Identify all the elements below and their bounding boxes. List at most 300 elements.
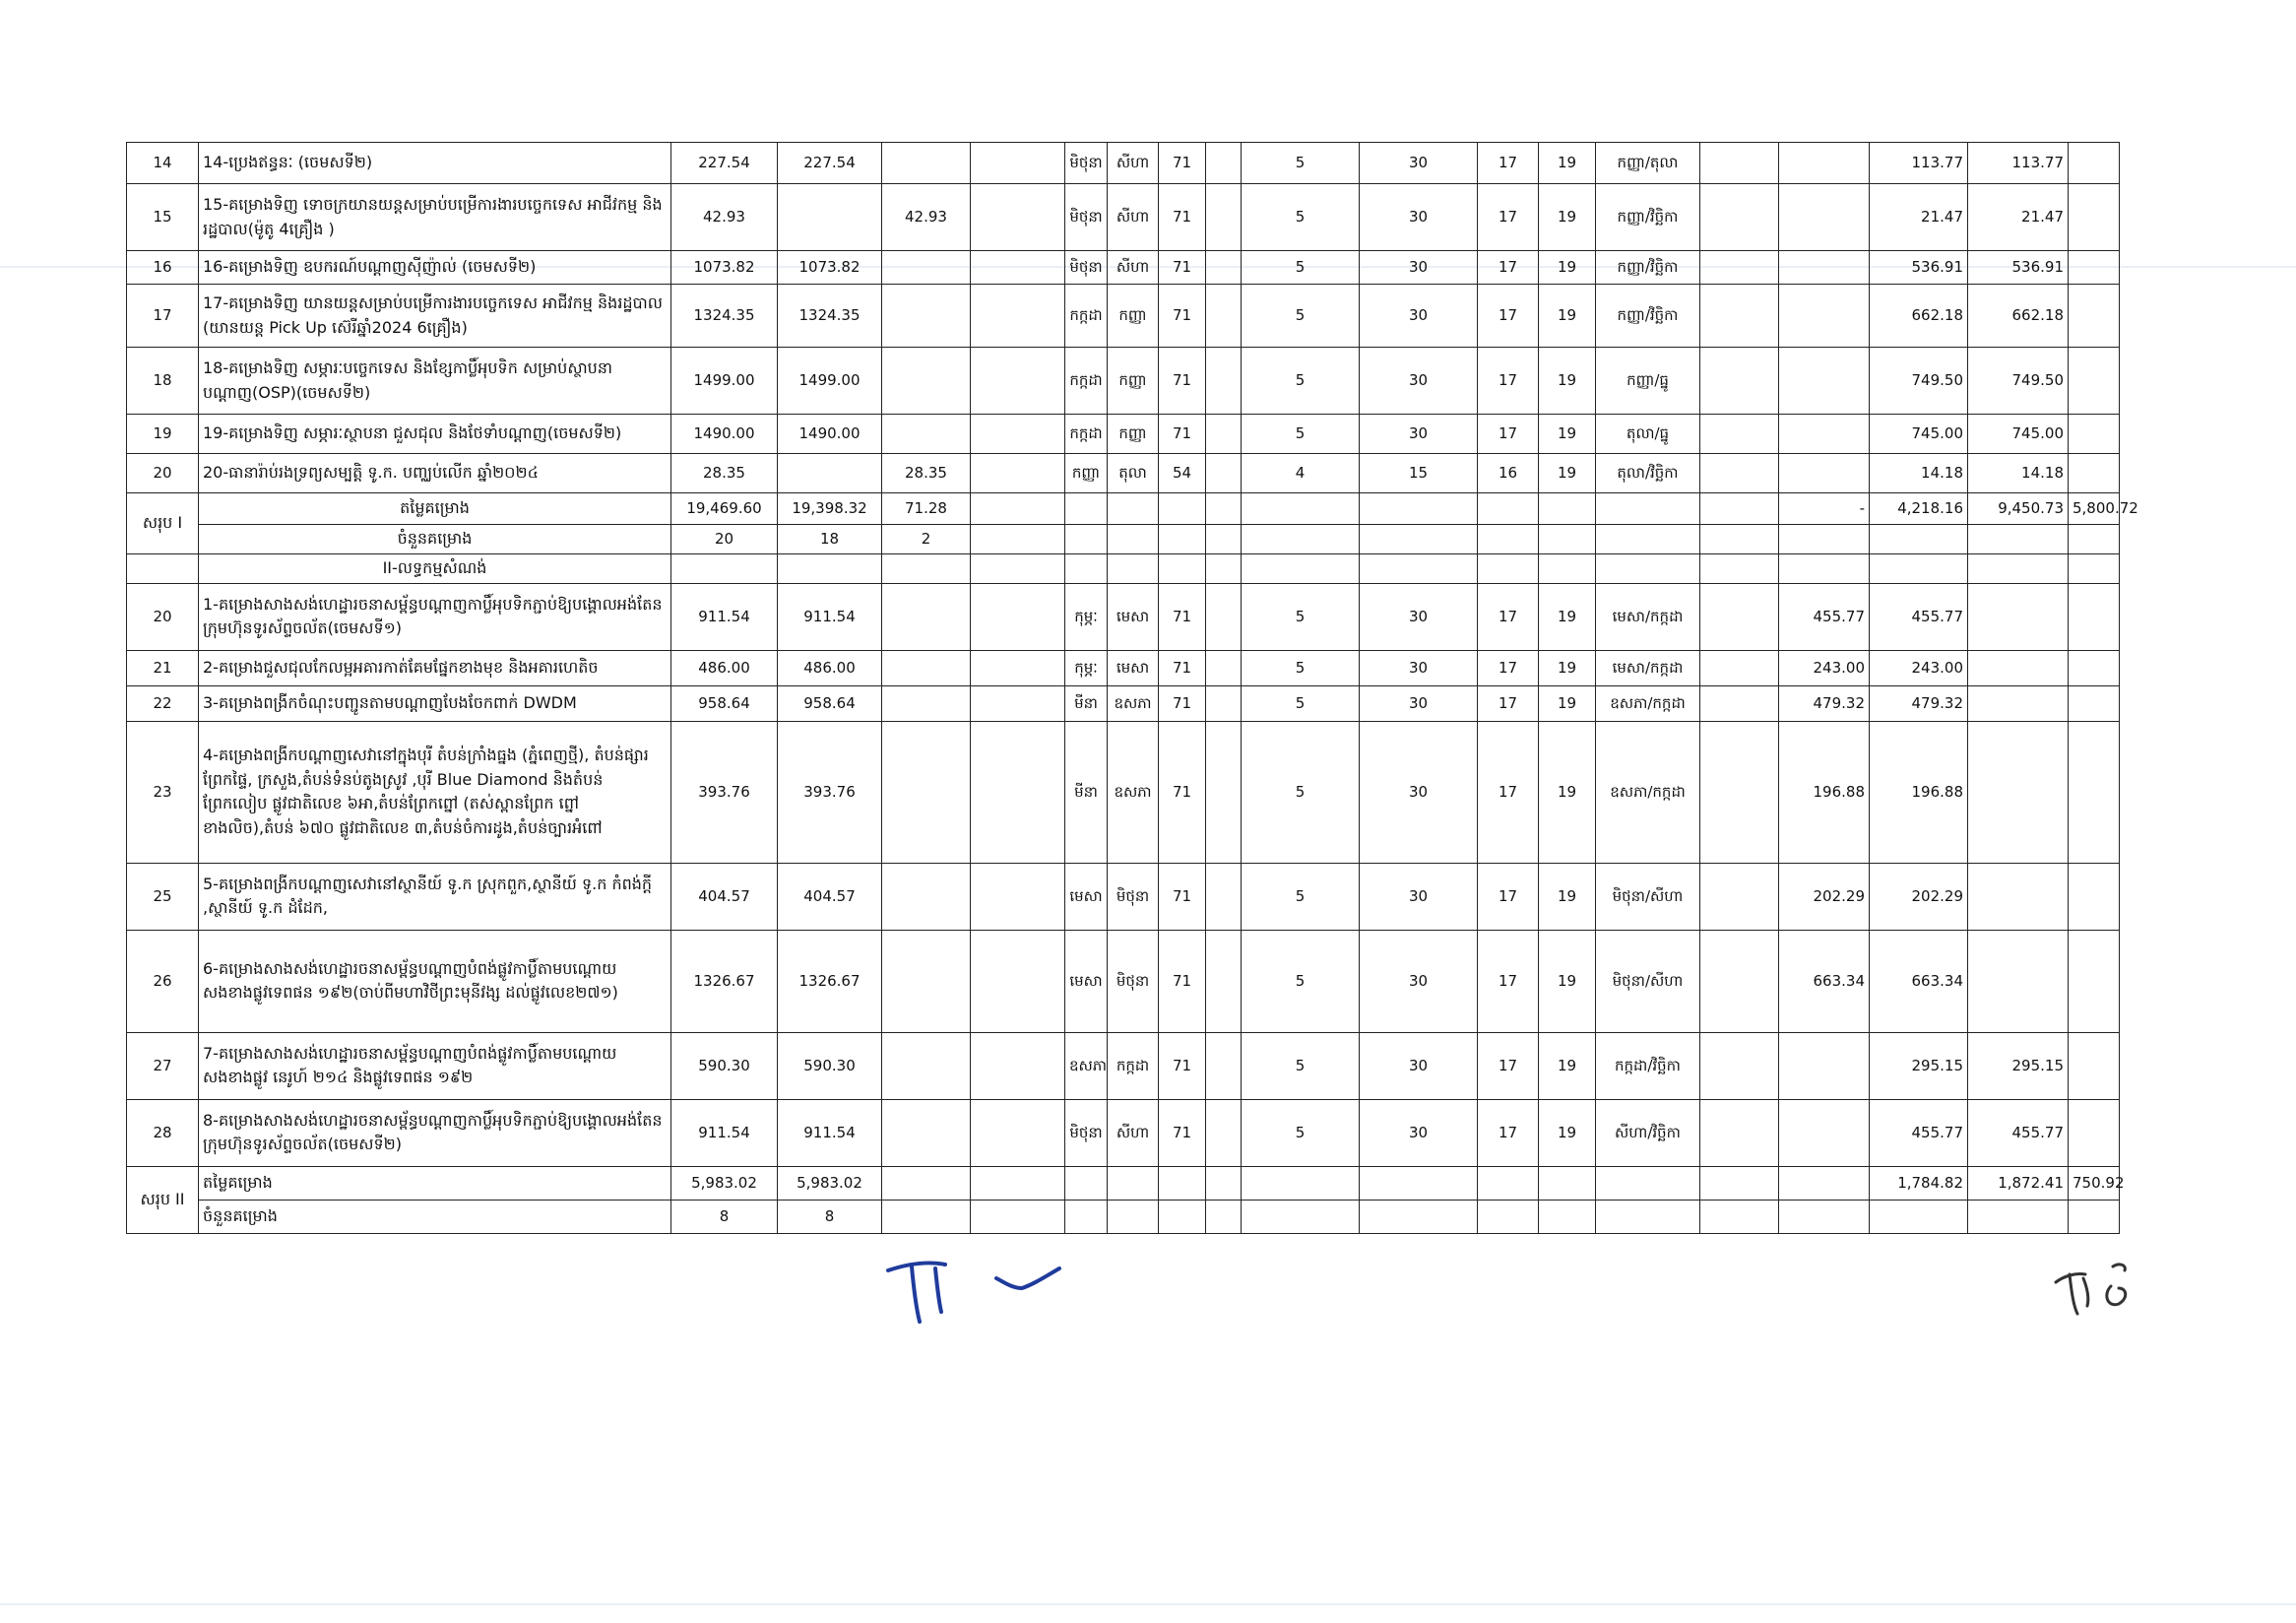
row-number: 21 xyxy=(127,650,199,685)
value-m: 749.50 xyxy=(1968,348,2069,415)
value-k xyxy=(1779,184,1870,251)
project-total: 911.54 xyxy=(671,1099,778,1166)
project-description: 2-គម្រោងជួសជុលកែលម្អអគារកាត់គែមផ្នែកខាងមុខ និងអគារហេតិច xyxy=(199,650,671,685)
subtotal-k: 4,218.16 xyxy=(1870,493,1968,525)
value-j xyxy=(1700,930,1779,1032)
amount-a: 1490.00 xyxy=(778,415,882,454)
row-number: 26 xyxy=(127,930,199,1032)
value-k: 243.00 xyxy=(1779,650,1870,685)
value-h: 17 xyxy=(1478,583,1539,650)
table-row xyxy=(127,685,2120,721)
subtotal-l: 9,450.73 xyxy=(1968,493,2069,525)
value-l: 243.00 xyxy=(1870,650,1968,685)
value-e xyxy=(1206,143,1242,184)
section-2-header-row xyxy=(127,553,2120,583)
subtotal-j: - xyxy=(1779,493,1870,525)
value-l: 663.34 xyxy=(1870,930,1968,1032)
month-start: កក្កដា xyxy=(1065,415,1108,454)
amount-b xyxy=(882,348,971,415)
value-l: 745.00 xyxy=(1870,415,1968,454)
subtotal-2-count-row xyxy=(127,1200,2120,1233)
value-h: 17 xyxy=(1478,143,1539,184)
blank-cell xyxy=(971,863,1065,930)
blank-cell xyxy=(971,685,1065,721)
value-g: 30 xyxy=(1360,415,1478,454)
subtotal-value-label: តម្លៃគម្រោង xyxy=(199,1166,671,1200)
value-d: 71 xyxy=(1159,184,1206,251)
project-total: 1326.67 xyxy=(671,930,778,1032)
table-row xyxy=(127,1099,2120,1166)
period: តុលា/វិច្ឆិកា xyxy=(1596,454,1700,493)
amount-b xyxy=(882,863,971,930)
value-g: 30 xyxy=(1360,348,1478,415)
value-h: 17 xyxy=(1478,650,1539,685)
value-h: 17 xyxy=(1478,415,1539,454)
subtotal-total: 19,469.60 xyxy=(671,493,778,525)
value-j xyxy=(1700,1099,1779,1166)
value-f: 5 xyxy=(1242,1099,1360,1166)
month-start: មីនា xyxy=(1065,721,1108,863)
amount-b xyxy=(882,930,971,1032)
value-m: 295.15 xyxy=(1968,1032,2069,1099)
period: កញ្ញា/វិច្ឆិកា xyxy=(1596,285,1700,348)
project-description: 14-ប្រេងឥន្ធនៈ (ចេមសទី២) xyxy=(199,143,671,184)
value-l: 479.32 xyxy=(1870,685,1968,721)
project-description: 3-គម្រោងពង្រីកចំណុះបញ្ជូនតាមបណ្ដាញបែងចែកពាក់ DWDM xyxy=(199,685,671,721)
value-i: 19 xyxy=(1539,685,1596,721)
value-e xyxy=(1206,930,1242,1032)
period: មេសា/កក្កដា xyxy=(1596,650,1700,685)
value-j xyxy=(1700,583,1779,650)
project-description: 8-គម្រោងសាងសង់ហេដ្ឋារចនាសម្ព័ន្ធបណ្ដាញកាប្លិ៍អុបទិកភ្ជាប់ឱ្យបង្គោលអង់តែនក្រុមហ៊ុនទូរស័ព្ទចល័ត(ចេមសទី២) xyxy=(199,1099,671,1166)
value-j xyxy=(1700,285,1779,348)
amount-b xyxy=(882,1032,971,1099)
value-l: 455.77 xyxy=(1870,1099,1968,1166)
value-m: 113.77 xyxy=(1968,143,2069,184)
value-m: 536.91 xyxy=(1968,251,2069,285)
project-description: 20-ធានារ៉ាប់រងទ្រព្យសម្បត្តិ ទូ.ក. បញ្ឈប់លើក ឆ្នាំ២០២៤ xyxy=(199,454,671,493)
month-end: មេសា xyxy=(1108,583,1159,650)
blank-cell xyxy=(971,650,1065,685)
month-end: មិថុនា xyxy=(1108,930,1159,1032)
project-description: 15-គម្រោងទិញ ទោចក្រយានយន្តសម្រាប់បម្រើការងារបច្ចេកទេស អាជីវកម្ម និងរដ្ឋបាល(ម៉ូតូ 4គ្រឿង ) xyxy=(199,184,671,251)
value-g: 30 xyxy=(1360,143,1478,184)
month-start: មីនា xyxy=(1065,685,1108,721)
value-e xyxy=(1206,583,1242,650)
project-description: 16-គម្រោងទិញ ឧបករណ៍បណ្ដាញស៊ីញ៉ាល់ (ចេមសទី២) xyxy=(199,251,671,285)
amount-a: 1073.82 xyxy=(778,251,882,285)
month-start: ឧសភា xyxy=(1065,1032,1108,1099)
value-h: 17 xyxy=(1478,1032,1539,1099)
table-row xyxy=(127,143,2120,184)
table-row xyxy=(127,285,2120,348)
value-k xyxy=(1779,348,1870,415)
project-description: 1-គម្រោងសាងសង់ហេដ្ឋារចនាសម្ព័ន្ធបណ្ដាញកាប្លិ៍អុបទិកភ្ជាប់ឱ្យបង្គោលអង់តែនក្រុមហ៊ុនទូរស័ព្ទចល័ត(ចេមសទី១) xyxy=(199,583,671,650)
value-i: 19 xyxy=(1539,251,1596,285)
value-m: 745.00 xyxy=(1968,415,2069,454)
subtotal-b: 71.28 xyxy=(882,493,971,525)
amount-b xyxy=(882,143,971,184)
amount-b: 28.35 xyxy=(882,454,971,493)
subtotal-m: 750.92 xyxy=(2069,1166,2120,1200)
value-z xyxy=(2069,1032,2120,1099)
value-f: 5 xyxy=(1242,930,1360,1032)
value-h: 16 xyxy=(1478,454,1539,493)
value-m xyxy=(1968,650,2069,685)
blank-cell xyxy=(971,143,1065,184)
project-total: 1490.00 xyxy=(671,415,778,454)
value-d: 71 xyxy=(1159,863,1206,930)
amount-b xyxy=(882,1099,971,1166)
project-total: 28.35 xyxy=(671,454,778,493)
period: កញ្ញា/វិច្ឆិកា xyxy=(1596,184,1700,251)
value-e xyxy=(1206,1032,1242,1099)
value-m: 455.77 xyxy=(1968,1099,2069,1166)
blank-cell xyxy=(971,583,1065,650)
amount-a: 1326.67 xyxy=(778,930,882,1032)
month-start: មិថុនា xyxy=(1065,251,1108,285)
period: ឧសភា/កក្កដា xyxy=(1596,685,1700,721)
row-number: 14 xyxy=(127,143,199,184)
month-start: មេសា xyxy=(1065,930,1108,1032)
amount-a: 911.54 xyxy=(778,583,882,650)
value-g: 30 xyxy=(1360,685,1478,721)
month-end: ឧសភា xyxy=(1108,721,1159,863)
value-i: 19 xyxy=(1539,1099,1596,1166)
value-e xyxy=(1206,415,1242,454)
value-d: 71 xyxy=(1159,348,1206,415)
subtotal-count-total: 20 xyxy=(671,525,778,554)
month-start: កុម្ភៈ xyxy=(1065,583,1108,650)
month-end: កញ្ញា xyxy=(1108,285,1159,348)
amount-a: 1324.35 xyxy=(778,285,882,348)
initials-signature-left xyxy=(876,1249,1073,1328)
value-z xyxy=(2069,583,2120,650)
subtotal-a: 5,983.02 xyxy=(778,1166,882,1200)
value-j xyxy=(1700,415,1779,454)
subtotal-2-value-row xyxy=(127,1166,2120,1200)
value-z xyxy=(2069,650,2120,685)
month-end: កញ្ញា xyxy=(1108,348,1159,415)
value-m xyxy=(1968,721,2069,863)
table-row xyxy=(127,650,2120,685)
project-total: 486.00 xyxy=(671,650,778,685)
project-total: 1073.82 xyxy=(671,251,778,285)
amount-a: 911.54 xyxy=(778,1099,882,1166)
procurement-table xyxy=(126,142,2138,1234)
amount-a: 590.30 xyxy=(778,1032,882,1099)
value-l: 536.91 xyxy=(1870,251,1968,285)
row-number: 25 xyxy=(127,863,199,930)
value-i: 19 xyxy=(1539,721,1596,863)
value-k: 202.29 xyxy=(1779,863,1870,930)
value-k xyxy=(1779,143,1870,184)
row-number: 22 xyxy=(127,685,199,721)
amount-a: 958.64 xyxy=(778,685,882,721)
value-e xyxy=(1206,1099,1242,1166)
project-total: 958.64 xyxy=(671,685,778,721)
blank-cell xyxy=(971,721,1065,863)
month-end: សីហា xyxy=(1108,251,1159,285)
value-f: 4 xyxy=(1242,454,1360,493)
row-number: 15 xyxy=(127,184,199,251)
value-k xyxy=(1779,1032,1870,1099)
value-m xyxy=(1968,930,2069,1032)
amount-a: 393.76 xyxy=(778,721,882,863)
blank-cell xyxy=(971,184,1065,251)
value-m: 14.18 xyxy=(1968,454,2069,493)
subtotal-m: 5,800.72 xyxy=(2069,493,2120,525)
value-i: 19 xyxy=(1539,348,1596,415)
project-description: 19-គម្រោងទិញ សម្ភារៈស្ថាបនា ជួសជុល និងថែទាំបណ្ដាញ(ចេមសទី២) xyxy=(199,415,671,454)
value-d: 71 xyxy=(1159,721,1206,863)
value-e xyxy=(1206,650,1242,685)
value-j xyxy=(1700,685,1779,721)
period: តុលា/ធ្នូ xyxy=(1596,415,1700,454)
value-d: 54 xyxy=(1159,454,1206,493)
value-i: 19 xyxy=(1539,650,1596,685)
amount-b xyxy=(882,415,971,454)
value-i: 19 xyxy=(1539,1032,1596,1099)
value-k: 479.32 xyxy=(1779,685,1870,721)
value-z xyxy=(2069,1099,2120,1166)
value-l: 196.88 xyxy=(1870,721,1968,863)
value-m xyxy=(1968,863,2069,930)
value-e xyxy=(1206,454,1242,493)
amount-b xyxy=(882,685,971,721)
value-z xyxy=(2069,285,2120,348)
value-l: 14.18 xyxy=(1870,454,1968,493)
table-row xyxy=(127,184,2120,251)
amount-a: 1499.00 xyxy=(778,348,882,415)
value-f: 5 xyxy=(1242,721,1360,863)
project-total: 1324.35 xyxy=(671,285,778,348)
project-total: 404.57 xyxy=(671,863,778,930)
value-z xyxy=(2069,454,2120,493)
value-k xyxy=(1779,285,1870,348)
value-k xyxy=(1779,251,1870,285)
value-e xyxy=(1206,348,1242,415)
table-row xyxy=(127,415,2120,454)
project-total: 911.54 xyxy=(671,583,778,650)
amount-b xyxy=(882,251,971,285)
table-row xyxy=(127,583,2120,650)
row-number: 20 xyxy=(127,454,199,493)
value-l: 662.18 xyxy=(1870,285,1968,348)
value-i: 19 xyxy=(1539,184,1596,251)
value-f: 5 xyxy=(1242,650,1360,685)
value-f: 5 xyxy=(1242,685,1360,721)
value-j xyxy=(1700,348,1779,415)
table-row xyxy=(127,721,2120,863)
amount-b xyxy=(882,285,971,348)
value-h: 17 xyxy=(1478,1099,1539,1166)
value-g: 30 xyxy=(1360,650,1478,685)
blank-cell xyxy=(971,454,1065,493)
value-f: 5 xyxy=(1242,348,1360,415)
amount-b: 42.93 xyxy=(882,184,971,251)
value-l: 749.50 xyxy=(1870,348,1968,415)
month-start: មិថុនា xyxy=(1065,143,1108,184)
value-k xyxy=(1779,415,1870,454)
month-start: កញ្ញា xyxy=(1065,454,1108,493)
value-z xyxy=(2069,863,2120,930)
value-e xyxy=(1206,863,1242,930)
value-d: 71 xyxy=(1159,1032,1206,1099)
value-d: 71 xyxy=(1159,583,1206,650)
value-h: 17 xyxy=(1478,348,1539,415)
value-g: 30 xyxy=(1360,721,1478,863)
project-description: 6-គម្រោងសាងសង់ហេដ្ឋារចនាសម្ព័ន្ធបណ្ដាញបំពង់ផ្លូវកាប្លិ៍តាមបណ្ដោយសងខាងផ្លូវទេពផន ១៩២(ចាប់ពីមហាវិថីព្រះមុនីវង្ស ដល់ផ្លូវលេខ២៧១) xyxy=(199,930,671,1032)
value-l: 295.15 xyxy=(1870,1032,1968,1099)
value-d: 71 xyxy=(1159,930,1206,1032)
subtotal-count-b: 2 xyxy=(882,525,971,554)
table-row xyxy=(127,863,2120,930)
period: សីហា/វិច្ឆិកា xyxy=(1596,1099,1700,1166)
value-h: 17 xyxy=(1478,251,1539,285)
row-number: 16 xyxy=(127,251,199,285)
value-e xyxy=(1206,685,1242,721)
period: មិថុនា/សីហា xyxy=(1596,863,1700,930)
value-d: 71 xyxy=(1159,650,1206,685)
amount-a xyxy=(778,454,882,493)
subtotal-total: 5,983.02 xyxy=(671,1166,778,1200)
value-k: 196.88 xyxy=(1779,721,1870,863)
value-z xyxy=(2069,184,2120,251)
table-row xyxy=(127,1032,2120,1099)
value-d: 71 xyxy=(1159,415,1206,454)
period: មេសា/កក្កដា xyxy=(1596,583,1700,650)
month-start: កុម្ភៈ xyxy=(1065,650,1108,685)
section-2-title: II-លទ្ធកម្មសំណង់ xyxy=(199,553,671,583)
value-l: 21.47 xyxy=(1870,184,1968,251)
value-m xyxy=(1968,685,2069,721)
value-d: 71 xyxy=(1159,285,1206,348)
value-j xyxy=(1700,143,1779,184)
subtotal-count-a: 18 xyxy=(778,525,882,554)
subtotal-k: 1,784.82 xyxy=(1870,1166,1968,1200)
blank-cell xyxy=(971,285,1065,348)
value-i: 19 xyxy=(1539,863,1596,930)
value-z xyxy=(2069,348,2120,415)
table-row xyxy=(127,454,2120,493)
amount-b xyxy=(882,583,971,650)
value-g: 30 xyxy=(1360,930,1478,1032)
table-row xyxy=(127,251,2120,285)
value-z xyxy=(2069,415,2120,454)
amount-a: 227.54 xyxy=(778,143,882,184)
subtotal-count-total: 8 xyxy=(671,1200,778,1233)
period: កញ្ញា/តុលា xyxy=(1596,143,1700,184)
value-g: 15 xyxy=(1360,454,1478,493)
period: កញ្ញា/ធ្នូ xyxy=(1596,348,1700,415)
blank-cell xyxy=(971,1099,1065,1166)
row-number: 18 xyxy=(127,348,199,415)
value-i: 19 xyxy=(1539,415,1596,454)
value-g: 30 xyxy=(1360,251,1478,285)
project-total: 1499.00 xyxy=(671,348,778,415)
subtotal-count-label: ចំនួនគម្រោង xyxy=(199,525,671,554)
month-end: មិថុនា xyxy=(1108,863,1159,930)
value-i: 19 xyxy=(1539,285,1596,348)
subtotal-b xyxy=(882,1166,971,1200)
amount-a xyxy=(778,184,882,251)
value-h: 17 xyxy=(1478,184,1539,251)
month-end: សីហា xyxy=(1108,143,1159,184)
subtotal-count-b xyxy=(882,1200,971,1233)
project-description: 5-គម្រោងពង្រីកបណ្ដាញសេវានៅស្ថានីយ៍ ទូ.ក ស្រុកពួក,ស្ថានីយ៍ ទូ.ក កំពង់ក្ដី ,ស្ថានីយ៍ ទូ.ក ដំដែក, xyxy=(199,863,671,930)
blank-cell xyxy=(971,1032,1065,1099)
initials-signature-right xyxy=(2048,1253,2146,1322)
value-f: 5 xyxy=(1242,863,1360,930)
value-k: 663.34 xyxy=(1779,930,1870,1032)
value-h: 17 xyxy=(1478,285,1539,348)
project-description: 7-គម្រោងសាងសង់ហេដ្ឋារចនាសម្ព័ន្ធបណ្ដាញបំពង់ផ្លូវកាប្លិ៍តាមបណ្ដោយសងខាងផ្លូវ នេរូហ៍ ២១៤ និងផ្លូវទេពផន ១៩២ xyxy=(199,1032,671,1099)
value-z xyxy=(2069,930,2120,1032)
value-g: 30 xyxy=(1360,863,1478,930)
value-z xyxy=(2069,251,2120,285)
subtotal-value-label: តម្លៃគម្រោង xyxy=(199,493,671,525)
month-end: សីហា xyxy=(1108,1099,1159,1166)
period: កក្កដា/វិច្ឆិកា xyxy=(1596,1032,1700,1099)
value-d: 71 xyxy=(1159,685,1206,721)
table-row xyxy=(127,348,2120,415)
value-f: 5 xyxy=(1242,583,1360,650)
subtotal-a: 19,398.32 xyxy=(778,493,882,525)
value-i: 19 xyxy=(1539,930,1596,1032)
amount-a: 486.00 xyxy=(778,650,882,685)
value-h: 17 xyxy=(1478,685,1539,721)
period: កញ្ញា/វិច្ឆិកា xyxy=(1596,251,1700,285)
value-g: 30 xyxy=(1360,285,1478,348)
subtotal-1-count-row xyxy=(127,525,2120,554)
amount-b xyxy=(882,721,971,863)
subtotal-count-a: 8 xyxy=(778,1200,882,1233)
blank-cell xyxy=(971,930,1065,1032)
value-h: 17 xyxy=(1478,863,1539,930)
project-description: 4-គម្រោងពង្រីកបណ្ដាញសេវានៅក្នុងបុរី តំបន់ក្រាំងធ្នង (ភ្នំពេញថ្មី), តំបន់ផ្សារព្រែកផ្ទៃ, ក្រសួង,តំបន់ទំនប់តូងស្រូវ ,បុរី Blue Diamond និងតំបន់ព្រែកលៀប ផ្លូវជាតិលេខ ៦អា,តំបន់ព្រែកព្នៅ (តស់ស្ពានព្រែក ព្នៅខាងលិច),តំបន់ ៦៧០ ផ្លូវជាតិលេខ ៣,តំបន់ចំការដូង,តំបន់ច្បារអំពៅ xyxy=(199,721,671,863)
value-f: 5 xyxy=(1242,184,1360,251)
row-number: 23 xyxy=(127,721,199,863)
value-f: 5 xyxy=(1242,251,1360,285)
month-end: កក្កដា xyxy=(1108,1032,1159,1099)
value-g: 30 xyxy=(1360,184,1478,251)
project-description: 17-គម្រោងទិញ យានយន្តសម្រាប់បម្រើការងារបច្ចេកទេស អាជីវកម្ម និងរដ្ឋបាល (យានយន្ត Pick Up ស៊េរីឆ្នាំ2024 6គ្រឿង) xyxy=(199,285,671,348)
subtotal-2-label: សរុប II xyxy=(127,1166,199,1233)
value-d: 71 xyxy=(1159,1099,1206,1166)
blank-cell xyxy=(971,415,1065,454)
value-h: 17 xyxy=(1478,721,1539,863)
month-start: មិថុនា xyxy=(1065,1099,1108,1166)
row-number: 20 xyxy=(127,583,199,650)
value-d: 71 xyxy=(1159,251,1206,285)
value-k xyxy=(1779,454,1870,493)
month-end: សីហា xyxy=(1108,184,1159,251)
value-j xyxy=(1700,721,1779,863)
value-m: 662.18 xyxy=(1968,285,2069,348)
value-l: 202.29 xyxy=(1870,863,1968,930)
value-g: 30 xyxy=(1360,1032,1478,1099)
value-m xyxy=(1968,583,2069,650)
value-f: 5 xyxy=(1242,415,1360,454)
subtotal-l: 1,872.41 xyxy=(1968,1166,2069,1200)
month-end: ឧសភា xyxy=(1108,685,1159,721)
row-number: 19 xyxy=(127,415,199,454)
value-j xyxy=(1700,863,1779,930)
value-z xyxy=(2069,721,2120,863)
project-total: 393.76 xyxy=(671,721,778,863)
value-i: 19 xyxy=(1539,583,1596,650)
